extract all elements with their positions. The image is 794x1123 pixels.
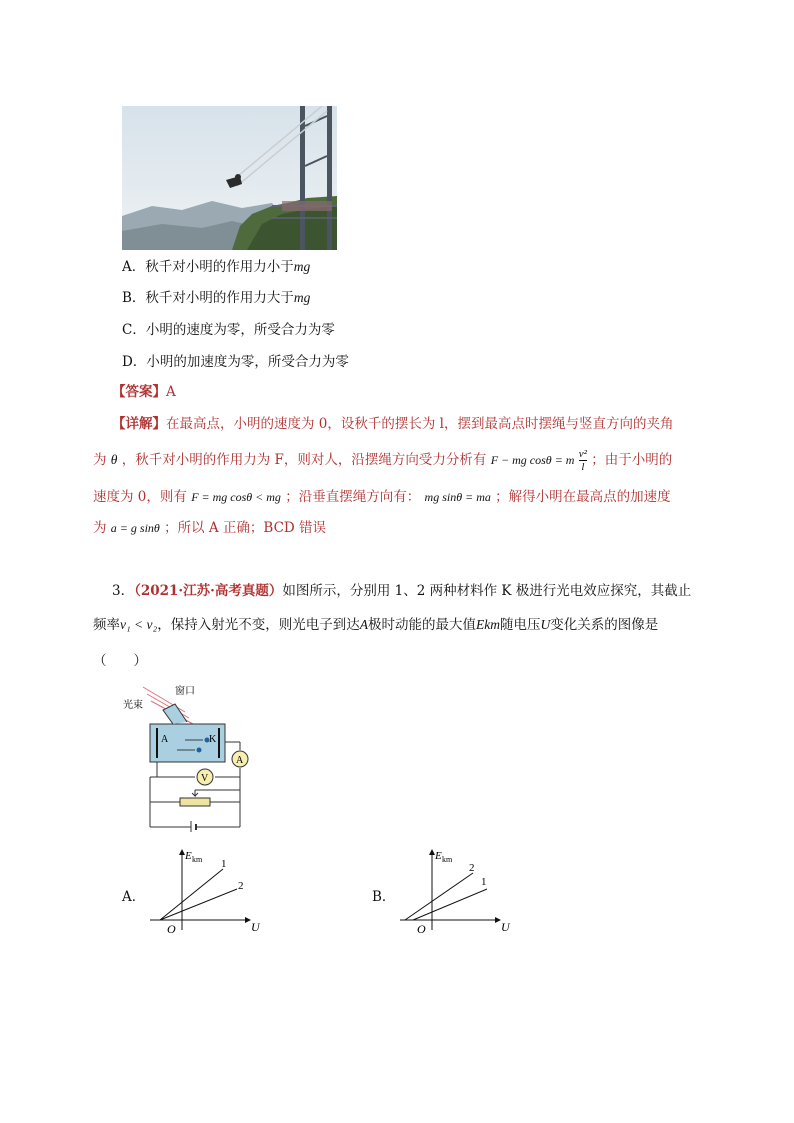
graph-b <box>395 845 520 935</box>
window-label: 窗口 <box>175 686 195 697</box>
math-mg: mg <box>293 259 311 274</box>
option-b: B．秋千对小明的作用力大于mg <box>122 290 311 306</box>
photoelectric-circuit <box>115 682 255 832</box>
option-d: D．小明的加速度为零，所受合力为零 <box>122 354 349 370</box>
graph-a <box>145 845 270 935</box>
detail-line-1: 【详解】在最高点，小明的速度为 0，设秋千的摆长为 l，摆到最高点时摆绳与竖直方向的夹角 <box>112 416 674 432</box>
electrode-a-label: A <box>161 734 169 745</box>
line-label-shallow: 1 <box>481 876 487 888</box>
swing-photo <box>122 106 337 250</box>
detail-line-4: 为 a = g sinθ ；所以 A 正确；BCD 错误 <box>93 520 327 536</box>
beam-label: 光束 <box>123 700 143 711</box>
option-c: C．小明的速度为零，所受合力为零 <box>122 322 335 338</box>
answer: 【答案】A <box>112 384 176 400</box>
y-axis-label: E <box>185 850 192 862</box>
origin-label: O <box>167 922 176 935</box>
ammeter-label: A <box>236 755 244 766</box>
question-3-line-1: 3．（2021·江苏·高考真题）如图所示，分别用 1、2 两种材料作 K 极进行光电效应探究，其截止 <box>112 583 692 599</box>
question-3-line-2: 频率ν₁ < ν₂，保持入射光不变，则光电子到达A极时动能的最大值Ekm随电压U变化关系的图像是 <box>93 617 659 633</box>
x-axis-label: U <box>251 920 260 934</box>
line-label-steep: 2 <box>469 862 475 874</box>
detail-line-3: 速度为 0，则有 F = mg cosθ < mg ；沿垂直摆绳方向有： mg sinθ = ma ；解得小明在最高点的加速度 <box>93 489 671 505</box>
line-label-shallow: 2 <box>238 880 244 892</box>
math-mg: mg <box>293 290 311 305</box>
y-axis-subscript: km <box>192 855 203 864</box>
fraction: $\frac{\text{v²}}{l}$ <box>578 448 587 473</box>
x-axis-label: U <box>501 920 510 934</box>
voltmeter-label: V <box>201 773 209 784</box>
y-axis-subscript: km <box>442 855 453 864</box>
choice-a-label: A． <box>122 889 146 905</box>
origin-label: O <box>417 922 426 935</box>
option-a: A．秋千对小明的作用力小于mg <box>122 259 311 275</box>
line-label-steep: 1 <box>221 858 227 870</box>
detail-line-2: 为 θ ，秋千对小明的作用力为 F，则对人，沿摆绳方向受力分析有 F − mg cosθ = m $\frac{\text{v²}}{l}$ ；由于小明的 <box>93 448 673 473</box>
electrode-k-label: K <box>209 734 217 745</box>
answer-blank: （ ） <box>93 653 147 669</box>
choice-b-label: B． <box>372 889 396 905</box>
y-axis-label: E <box>435 850 442 862</box>
